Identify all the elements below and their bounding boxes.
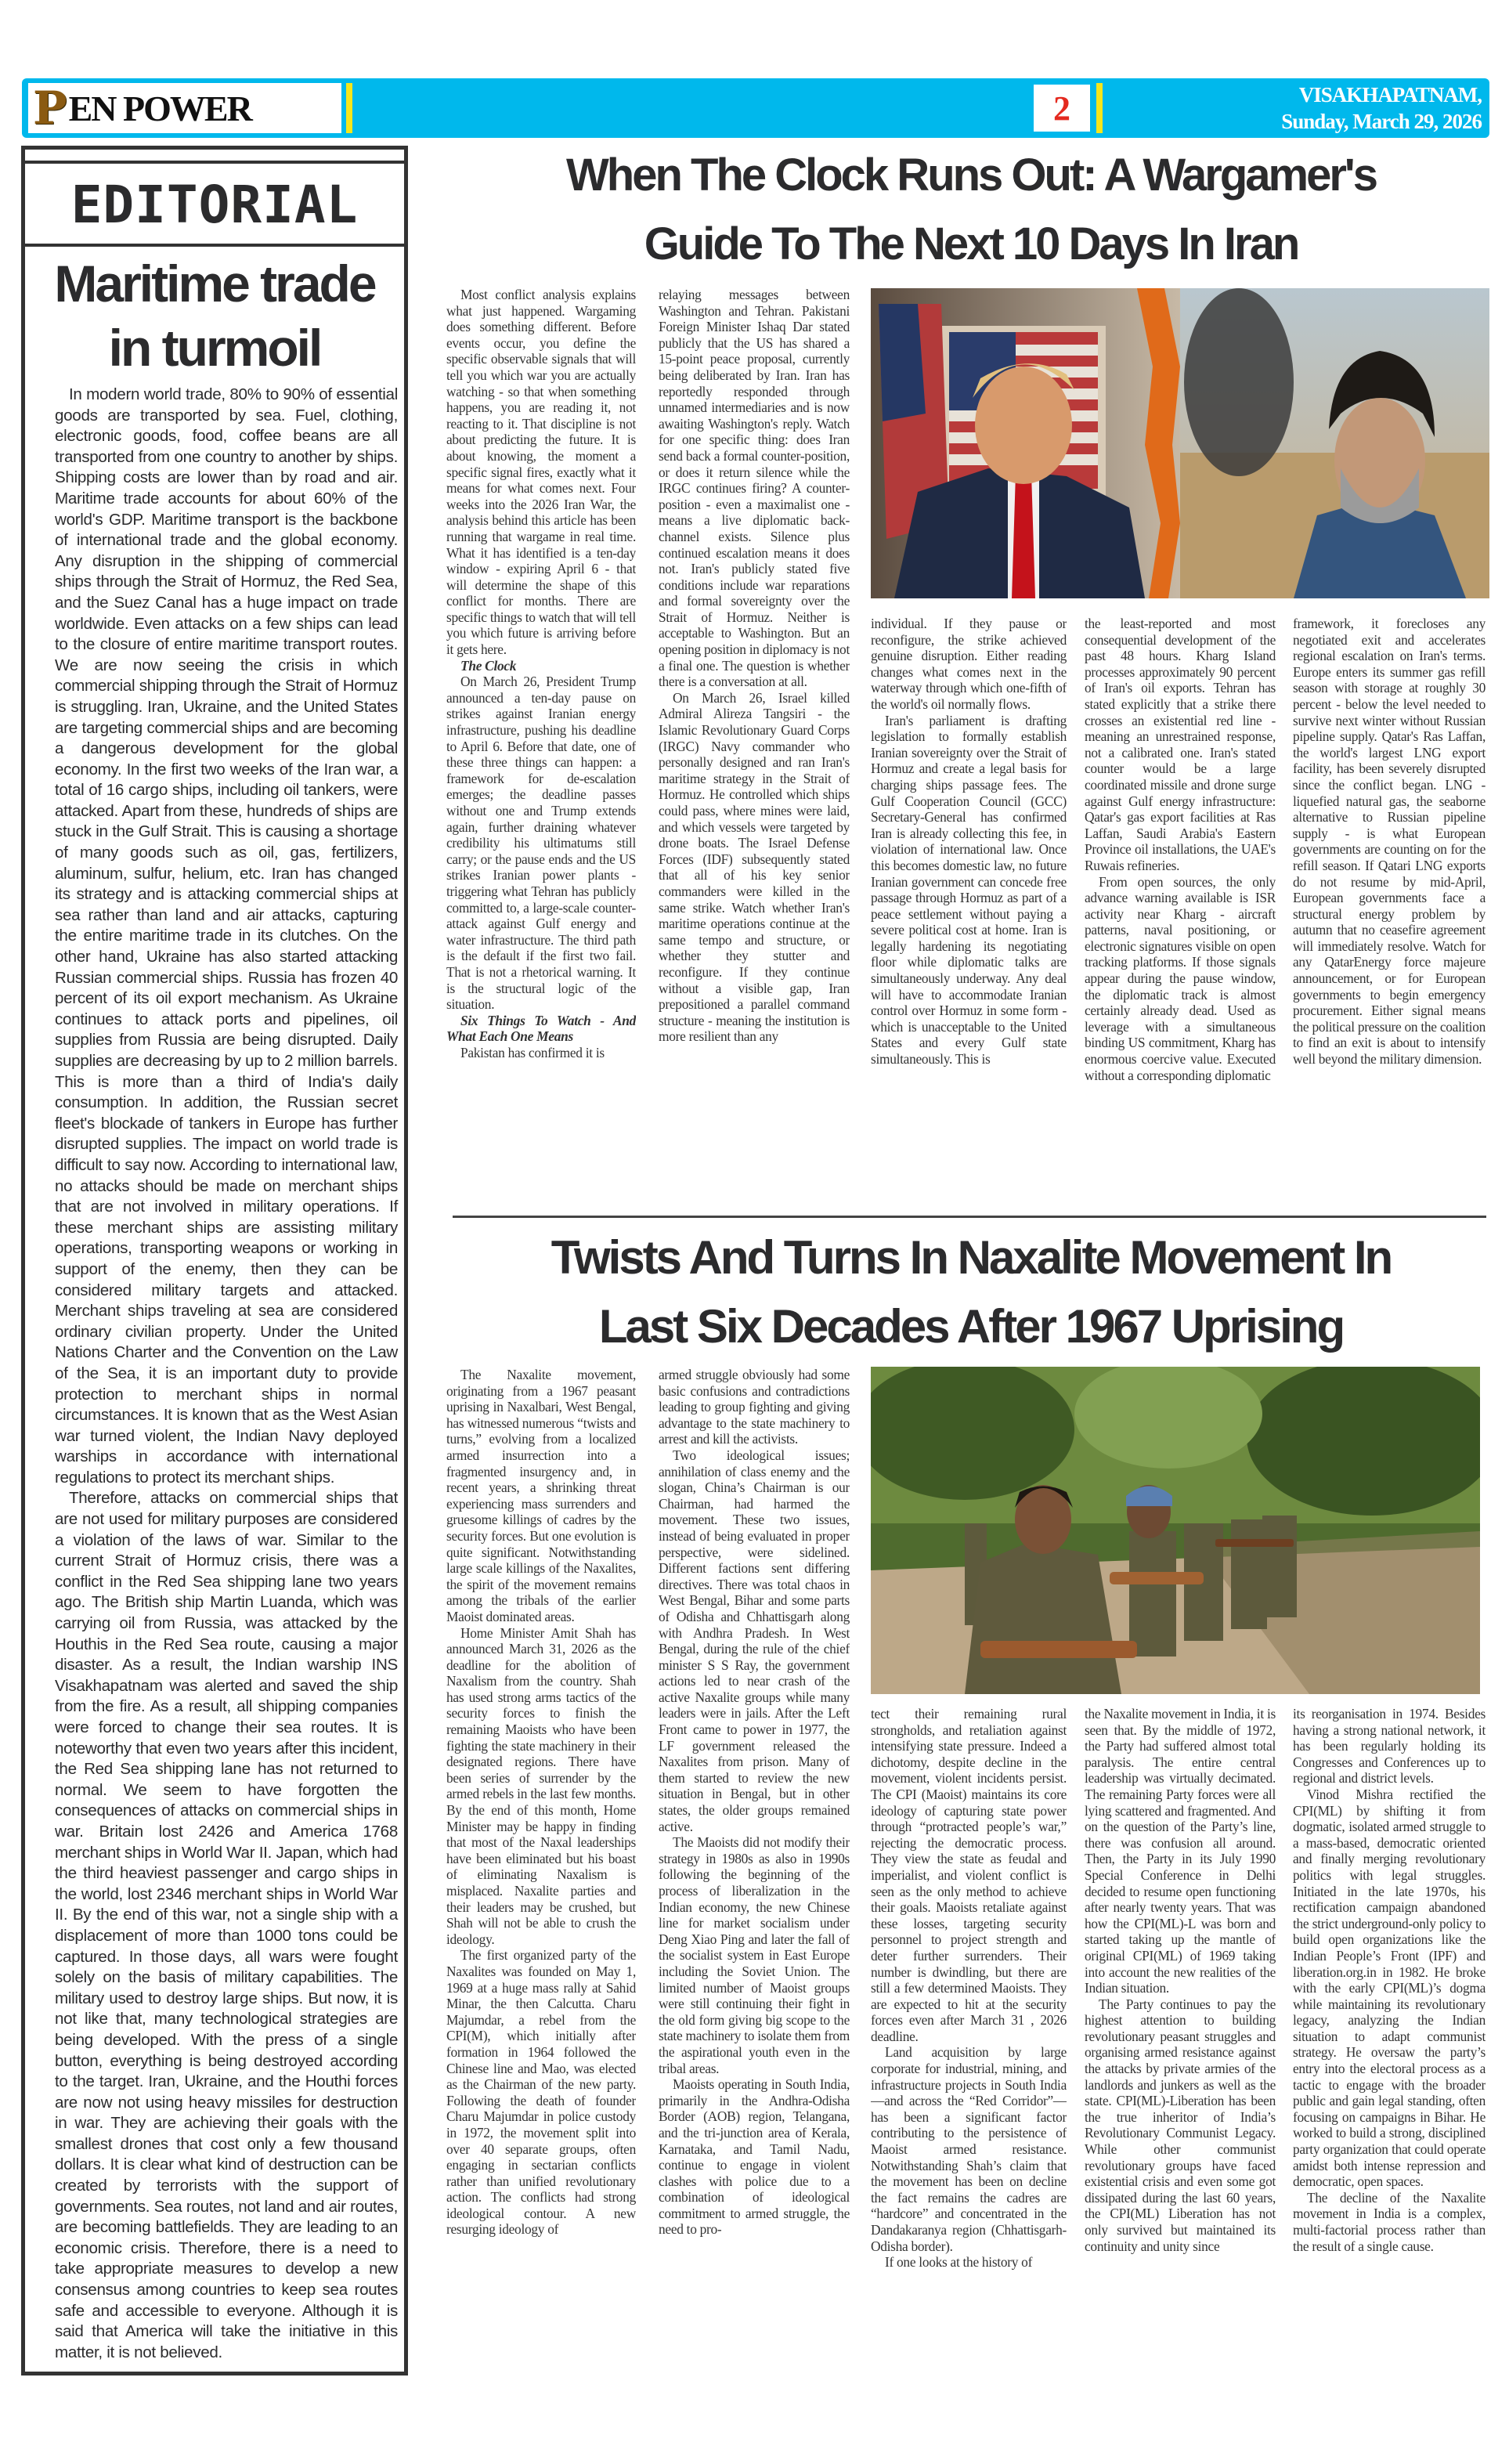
- headline-line: Twists And Turns In Naxalite Movement In: [551, 1231, 1392, 1284]
- editorial-paragraph: Therefore, attacks on commercial ships that are not used for military purposes are considered a violation of the laws of war. Similar to the current Strait of Hormuz crisis, there was a conflict in the Red Sea shipping lane two years ago. The British ship Martin Luanda, which was carrying oil from Russia, was attacked by the Houthis in the Red Sea route, causing a major disaster. As a result, the Indian warship INS Visakhapatnam was alerted and saved the ship from the fire. As a result, all shipping companies were forced to change their sea routes. It is noteworthy that even two years after this incident, the Red Sea shipping lane has not returned to normal. We seem to have forgotten the consequences of attacks on commercial ships in war. Britain lost 2426 and America 1768 merchant ships in World War II. Japan, which had the third heaviest passenger and cargo ships in the world, lost 2346 merchant ships in World War II. By the end of this war, not a single ship with a displacement of more than 1000 tons could be captured. In those days, all wars were fought solely on the basis of military capabilities. The military used to destroy large ships. But now, it is not like that, many technological strategies are being developed. With the press of a single button, everything is being destroyed according to the target. Iran, Ukraine, and the Houthi forces are now not using heavy missiles for destruction in war. They are achieving their goals with the smallest drones that cost only a few thousand dollars. It is clear what kind of destruction can be created by terrorists with the support of governments. Sea routes, not land and air routes, are becoming battlefields. They are leading to an economic crisis. Therefore, there is a need to take appropriate measures to develop a new consensus among countries to keep sea routes safe and accessible to everyone. Although it is said that America will take the initiative in this matter, it is not believed.: [55, 1489, 398, 2361]
- divider: [25, 244, 404, 247]
- paragraph: From open sources, the only advance warning available is ISR activity near Kharg - aircraft patterns, naval positioning, or electronic signatures visible on open tracking platforms. If those signals appear during the pause window, the diplomatic track is almost certainly already dead. Used as leverage with a simultaneous binding US commitment, Kharg has enormous coercive value. Executed without a corresponding diplomatic: [1085, 873, 1276, 1083]
- logo-name: EN POWER: [68, 88, 251, 128]
- headline-line: When The Clock Runs Out: A Wargamer's: [566, 150, 1376, 201]
- paragraph: The first organized party of the Naxalites was founded on May 1, 1969 at a huge mass rally at Sahid Minar, the then Calcutta. Charu Majumdar, a rebel from the CPI(M), which initially after formation in 1964 followed the Chinese line and Mao, was elected as the Chairman of the new party. Following the death of founder Charu Majumdar in police custody in 1972, the movement split into over 40 separate groups, often engaging in sectarian conflicts rather than unified revolutionary action. The conflicts had strong ideological contour. A new resurging ideology of: [446, 1947, 636, 2238]
- divider: [25, 161, 404, 164]
- paragraph: Home Minister Amit Shah has announced March 31, 2026 as the deadline for the abolition of Naxalism from the country. Shah has used strong arms tactics of the security forces to finish the remaining Maoists who have been fighting the state machinery in their designated regions. There have been series of surrender by the armed rebels in the last few months. By the end of this month, Home Minister may be happy in finding that most of the Naxal leaderships have been eliminated but his boast of eliminating Naxalism is misplaced. Naxalite parties and their leaders may be crushed, but Shah will not be able to crush the ideology.: [446, 1624, 636, 1947]
- editorial-title-line: in turmoil: [108, 319, 321, 377]
- dateline-city: VISAKHAPATNAM,: [1298, 83, 1482, 107]
- editorial-body: [55, 385, 398, 2363]
- trump-iran-photo[interactable]: [871, 288, 1489, 598]
- accent-bar: [346, 83, 352, 133]
- article-naxalite-column-3: [871, 1706, 1067, 2451]
- headline-line: Last Six Decades After 1967 Uprising: [598, 1300, 1344, 1353]
- editorial-label: EDITORIAL: [70, 174, 359, 235]
- paragraph: Two ideological issues; annihilation of class enemy and the slogan, China’s Chairman is our Chairman, had harmed the movement. These two issues, instead of being evaluated in proper perspective, were sidelined. Different factions sent differing directives. There was total chaos in West Bengal, Bihar and some parts of Odisha and Chhattisgarh along with Andhra Pradesh. In West Bengal, during the rule of the chief minister S S Ray, the government actions led to near crash of the active Naxalite groups while many leaders were in jails. After the Left Front came to power in 1977, the LF government released the Naxalites from prison. Many of them started to review the new situation in Bengal, but in other states, the older groups remained active.: [659, 1447, 850, 1834]
- subheading: Six Things To Watch - And What Each One Means: [446, 1012, 636, 1045]
- paragraph: If one looks at the history of: [885, 2254, 1033, 2271]
- paragraph: Iran's parliament is drafting legislation to formally establish Iranian sovereignty over the Strait of Hormuz and create a legal basis for charging ships passage fees. The Gulf Cooperation Council (GCC) Secretary-General has confirmed Iran is already collecting this fee, in violation of international law. Once this becomes domestic law, no future Iranian government can concede free passage through Hormuz as part of a peace settlement without paying a severe political cost at home. Iran is legally hardening its negotiating floor while diplomatic talks are simultaneously underway. Any deal will have to accommodate Iranian control over Hormuz in some form - which is unacceptable to the United States and every Gulf state simultaneously. This is: [871, 712, 1067, 1068]
- paragraph: The decline of the Naxalite movement in India is a complex, multi-factorial process rather than the result of a single cause.: [1293, 2189, 1486, 2254]
- paragraph-continued: the least-reported and most consequential development of the past 48 hours. Kharg Island processes approximately 90 percent of Iran's oil exports. Tehran has stated explicitly that a strike there crosses an existential red line - meaning an unrestrained response, not a calibrated one. Iran's stated counter would be a large coordinated missile and drone surge against Gulf energy infrastructure: Qatar's gas export facilities at Ras Laffan, Saudi Arabia's Eastern Province oil installations, the UAE's Ruwais refineries.: [1085, 616, 1276, 873]
- editorial-title: [28, 251, 401, 381]
- page-number: 2: [1034, 85, 1090, 132]
- dateline: [1121, 81, 1482, 135]
- paragraph: The Naxalite movement, originating from a 1967 peasant uprising in Naxalbari, West Bengal, has witnessed numerous “twists and turns,” evolving from a localized armed insurrection into a fragmented insurgency and, in recent years, a shrinking threat experiencing mass surrenders and gruesome killings of cadres by the security forces. But one evolution is quite significant. Notwithstanding large scale killings of the Naxalites, the spirit of the movement remains among the tribals of the earlier Maoist dominated areas.: [446, 1367, 636, 1624]
- subheading: The Clock: [460, 657, 517, 674]
- article-iran-column-4: [1085, 616, 1276, 1203]
- paragraph-continued: tect their remaining rural strongholds, and retaliation against intensifying state pressure. Indeed a dichotomy, despite decline in the movement, violent incidents persist. The CPI (Maoist) maintains its core ideology of capturing state power through “protracted people’s war,” rejecting the democratic process. They view the state as feudal and imperialist, and violent conflict is seen as the only method to achieve their goals. Maoists retaliate against these losses, targeting security personnel to project strength and deter further surrenders. Their number is dwindling, but there are still a few determined Maoists. They are expected to hit at the security forces even after March 31 , 2026 deadline.: [871, 1706, 1067, 2044]
- accent-bar: [1096, 83, 1103, 133]
- article-iran-column-3: [871, 616, 1067, 1203]
- paragraph: Most conflict analysis explains what just happened. Wargaming does something different. Before events occur, you define the specific observable signals that will tell you which war you are actually watching - so that when something happens, you are reading it, not reacting to it. That discipline is not about predicting the future. It is about knowing, the moment a specific signal fires, exactly what it means for what comes next. Four weeks into the 2026 Iran War, the analysis behind this article has been running that wargame in real time. What it has identified is a ten-day window - expiring April 6 - that will determine the shape of this conflict for months. There are specific things to watch that will tell you which future is arriving before it gets here.: [446, 287, 636, 658]
- paragraph-continued: framework, it forecloses any negotiated exit and accelerates regional escalation on Iran's terms. Europe enters its summer gas refill season with storage at roughly 30 percent - below the level needed to survive next winter without Russian pipeline supply. Qatar's Ras Laffan, the world's largest LNG export facility, has been severely disrupted since the conflict began. LNG - liquefied natural gas, the seaborne alternative to Russian pipeline supply - is what European governments are counting on for the refill season. If Qatari LNG exports do not resume by mid-April, European governments face a structural energy problem by autumn that no ceasefire agreement will immediately resolve. Watch for any QatarEnergy force majeure announcement, or for European governments to begin emergency procurement. Either signal means the political pressure on the coalition to find an exit is about to intensify well beyond the military dimension.: [1293, 616, 1486, 1068]
- paragraph: On March 26, Israel killed Admiral Alireza Tangsiri - the Islamic Revolutionary Guard Corps (IRGC) Navy commander who personally designed and ran Iran's maritime strategy in the Strait of Hormuz. He controlled which ships could pass, where mines were laid, and which vessels were targeted by drone boats. The Israel Defense Forces (IDF) subsequently stated that all of his key senior commanders were killed in the same strike. Watch whether Iran's maritime operations continue at the same tempo and structure, or whether they stutter and reconfigure. If they continue without a visible gap, Iran prepositioned a parallel command structure - meaning the institution is more resilient than any: [659, 689, 850, 1045]
- headline-line: Guide To The Next 10 Days In Iran: [644, 219, 1298, 269]
- trump-iran-illustration: [871, 288, 1489, 598]
- editorial-title-line: Maritime trade: [54, 255, 375, 313]
- paragraph-continued: its reorganisation in 1974. Besides having a strong national network, it has been regularly holding its Congresses and Conferences up to regional and district levels.: [1293, 1706, 1486, 1787]
- article-naxalite-column-2: [659, 1367, 850, 2451]
- article-iran-column-1: [446, 287, 636, 1203]
- paragraph: Vinod Mishra rectified the CPI(ML) by shifting it from dogmatic, isolated armed struggle to a mass-based, democratic oriented and finally merging revolutionary politics with legal struggles. Initiated in the late 1970s, his rectification campaign abandoned the strict underground-only policy to build open organizations like the Indian People’s Front (IPF) and liberation.org.in in 1982. He broke with the early CPI(ML)’s dogma while maintaining its revolutionary legacy, analyzing the Indian situation to adapt communist strategy. He oversaw the party’s entry into the electoral process as a tactic to engage with the broader public and gain legal standing, often focusing on campaigns in Bihar. He worked to build a strong, disciplined party organization that could operate amidst both intense repression and democratic, open spaces.: [1293, 1786, 1486, 2190]
- masthead: [22, 78, 1489, 138]
- maoist-cadres-photo[interactable]: [871, 1367, 1480, 1694]
- paragraph: Pakistan has confirmed it is: [460, 1044, 605, 1060]
- pen-power-logo[interactable]: [28, 83, 341, 133]
- paragraph-continued: the Naxalite movement in India, it is seen that. By the middle of 1972, the Party had suffered almost total paralysis. The entire central leadership was virtually decimated. The remaining Party forces were all lying scattered and fragmented. And on the question of the Party’s line, there was confusion all around. Then, the Party in its July 1990 Special Conference in Delhi decided to resume open functioning after nearly twenty years. That was how the CPI(ML)-L was born and started taking up the mantle of original CPI(ML) of 1969 taking into account the new realities of the Indian situation.: [1085, 1706, 1276, 1996]
- paragraph-continued: individual. If they pause or reconfigure, the strike achieved genuine disruption. Either reading changes what comes next in the waterway through which one-fifth of the world's oil normally flows.: [871, 616, 1067, 712]
- section-divider: [453, 1216, 1486, 1218]
- editorial-box: [21, 146, 408, 2375]
- dateline-date: Sunday, March 29, 2026: [1281, 110, 1482, 133]
- paragraph: The Maoists did not modify their strategy in 1980s as also in 1990s following the beginning of the process of liberalization in the Indian economy, the new Chinese line for market socialism under Deng Xiao Ping and later the fall of the socialist system in East Europe including the Soviet Union. The limited number of Maoist groups were still continuing their fight in the old form giving big scope to the state machinery to isolate them from the aspirational youth even in the tribal areas.: [659, 1834, 850, 2076]
- paragraph-continued: relaying messages between Washington and Tehran. Pakistani Foreign Minister Ishaq Dar stated publicly that the US has shared a 15-point peace proposal, currently being deliberated by Iran. Iran has reportedly responded through unnamed intermediaries and is now awaiting Washington's reply. Watch for one specific thing: does Iran send back a formal counter-position, or does it return silence while the IRGC continues firing? A counter-position - even a maximalist one - means a live diplomatic back-channel exists. Silence plus continued escalation means it does not. Iran's publicly stated five conditions include war reparations and formal sovereignty over the Strait of Hormuz. Neither is acceptable to Washington. But an opening position in diplomacy is not a final one. The question is whether there is a conversation at all.: [659, 287, 850, 690]
- article-headline-naxalite[interactable]: [446, 1223, 1496, 1361]
- paragraph: Land acquisition by large corporate for industrial, mining, and infrastructure projects in South India—and across the “Red Corridor”—has been a significant factor contributing to the persistence of Maoist armed resistance. Notwithstanding Shah’s claim that the movement has been on decline the fact remains the cadres are “hardcore” and concentrated in the Dandakaranya region (Chhattisgarh-Odisha border).: [871, 2044, 1067, 2254]
- article-naxalite-column-4: [1085, 1706, 1276, 2451]
- editorial-paragraph: In modern world trade, 80% to 90% of essential goods are transported by sea. Fuel, clothing, electronic goods, food, coffee beans are all transported from one country to another by ships. Shipping costs are lower than by road and air. Maritime trade accounts for about 60% of the world's GDP. Maritime transport is the backbone of international trade and the global economy. Any disruption in the shipping of commercial ships through the Strait of Hormuz, the Red Sea, and the Suez Canal has a huge impact on trade worldwide. Even attacks on a few ships can lead to the closure of entire maritime transport routes. We are now seeing the crisis in which commercial shipping through the Strait of Hormuz is struggling. Iran, Ukraine, and the United States are targeting commercial ships and are becoming a dangerous development for the global economy. In the first two weeks of the Iran war, a total of 16 cargo ships, including oil tankers, were attacked. Apart from these, hundreds of ships are stuck in the Gulf Strait. This is causing a shortage of many goods such as oil, gas, fertilizers, aluminum, sulfur, helium, etc. Iran has changed its strategy and is attacking commercial ships at sea rather than land and air attacks, capturing the entire maritime trade in its clutches. On the other hand, Ukraine has also started attacking Russian commercial ships. Russia has frozen 40 percent of its oil export mechanism. As Ukraine continues to attack ports and pipelines, oil supplies from Russia are being disrupted. Daily supplies are decreasing by up to 2 million barrels. This is more than a third of India's daily consumption. In addition, the Russian secret fleet's blockade of tankers in Europe has further disrupted supplies. The impact on world trade is difficult to say now. According to international law, no attacks should be made on merchant ships that are not involved in military operations. If these merchant ships are assisting military operations, transporting weapons or working in support of the enemy, then they can be considered military targets and attacked. Merchant ships traveling at sea are considered ordinary civilian property. Under the United Nations Charter and the Convention on the Law of the Sea, it is an important duty to provide protection to merchant ships in normal circumstances. It is known that as the West Asian war turned violent, the Indian Navy deployed warships in accordance with international regulations to protect its merchant ships.: [55, 385, 398, 1487]
- paragraph: On March 26, President Trump announced a ten-day pause on strikes against Iranian energy infrastructure, pushing his deadline to April 6. Before that date, one of these three things can happen: a framework for de-escalation emerges; the deadline passes without one and Trump extends again, further draining whatever credibility his ultimatums still carry; or the pause ends and the US strikes Iranian power plants - triggering what Tehran has publicly committed to, a large-scale counter-attack against Gulf energy and water infrastructure. The third path is the default if the first two fail. That is not a rhetorical warning. It is the structural logic of the situation.: [446, 674, 636, 1013]
- article-naxalite-column-1: [446, 1367, 636, 2451]
- article-iran-column-2: [659, 287, 850, 1203]
- article-headline-iran[interactable]: [446, 141, 1496, 279]
- logo-initial: P: [33, 83, 67, 133]
- article-naxalite-column-5: [1293, 1706, 1486, 2451]
- paragraph: Maoists operating in South India, primarily in the Andhra-Odisha Border (AOB) region, Telangana, and the tri-junction area of Kerala, Karnataka, and Tamil Nadu, continue to engage in violent clashes with police due to a combination of ideological commitment to armed struggle, the need to pro-: [659, 2076, 850, 2238]
- article-iran-column-5: [1293, 616, 1486, 1203]
- paragraph: The Party continues to pay the highest attention to building revolutionary peasant struggles and organising armed resistance against the attacks by private armies of the landlords and junkers as well as the state. CPI(ML)-Liberation has been the true inheritor of India’s Revolutionary Communist Legacy. While other communist revolutionary groups have faced existential crisis and even some got dissipated during the last 60 years, the CPI(ML) Liberation has not only survived but maintained its continuity and unity since: [1085, 1996, 1276, 2254]
- paragraph-continued: armed struggle obviously had some basic confusions and contradictions leading to group fighting and giving advantage to the state machinery to arrest and kill the activists.: [659, 1367, 850, 1447]
- maoist-cadres-illustration: [871, 1367, 1480, 1694]
